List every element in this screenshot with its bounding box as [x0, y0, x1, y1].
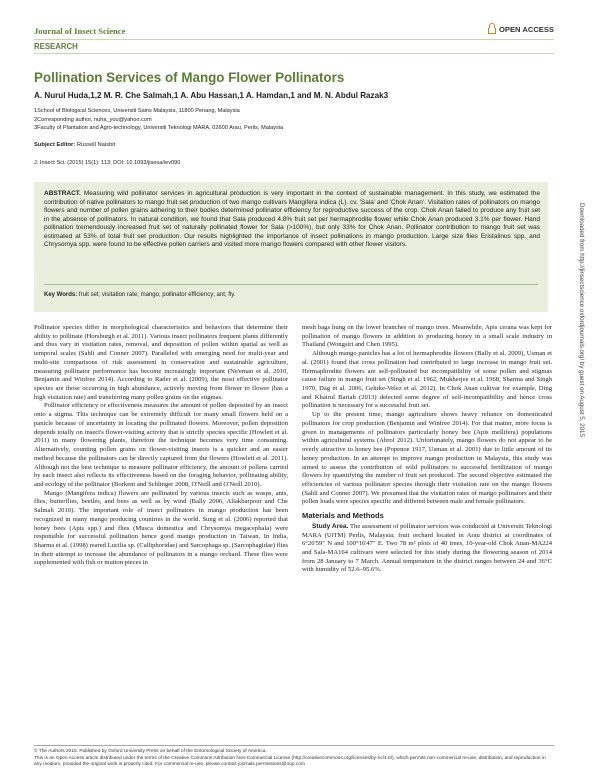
- header-divider: [34, 39, 554, 40]
- affiliation-2: 2Corresponding author, nuha_you@yahoo.com: [34, 116, 152, 123]
- left-column: [34, 324, 288, 568]
- subject-editor-name: Russell Naisbit: [76, 142, 116, 148]
- article-title: Pollination Services of Mango Flower Pollinators: [34, 70, 345, 85]
- affiliation-1: 1School of Biological Sciences, Universiti Sains Malaysia, 11800 Penang, Malaysia: [34, 108, 240, 114]
- open-access-label: OPEN ACCESS: [499, 25, 554, 34]
- keywords-divider: [44, 284, 538, 285]
- license-text: This is an Open Access article distributed under the terms of the Creative Commons Attribution Non-Commercial License (http://creativecommons.org/licenses/by-nc/4.0/), which permits non-commercial re-use, distribution, and reproduction in any medium, provided the original work is properly cited. For commercial re-use, please contact journals.permissions@oup.com: [34, 755, 546, 768]
- subject-editor-label: Subject Editor:: [34, 142, 76, 148]
- body-paragraph: Up to the present time, mango agriculture shows heavy reliance on domesticated pollinators for crop production (Benjamin and Winfree 2014). For that matter, more focus is given to managements of pollinators particularly honey bee (Apis mellifera) populations within agricultural systems (Abrol 2012). Unfortunately, mango flowers do not appear to be overly attractive to honey bee (Popenoe 1917, Usman et al. 2001) due to little amount of its honey production. In an attempt to improve mango production in Malaysia, this study was aimed to assess the contribution of wild pollinators to successful fertilization of mango flowers by quantifying the number of fruit set produced. The second objective estimated the efficiencies of various pollinator species through their visitation rate on the mango flowers (Sahli and Conner 2007). We presumed that the visitation rates of mango pollinators and their pollen loads were species specific and differed between male and female pollinators.: [302, 411, 552, 506]
- journal-name: Journal of Insect Science: [34, 26, 126, 36]
- open-access-badge: [488, 25, 554, 34]
- copyright-line: © The Authors 2015. Published by Oxford University Press on behalf of the Entomological Society of America.: [34, 749, 267, 754]
- methods-text: The assessment of pollinator services was conducted at Universiti Teknologi MARA (UiTM) Perlis, Malaysia; fruit orchard located in Arau district at coordinates of 6°26'59" N and 100°16'47" E. Two 78 m² plots of 40 trees, 10-year-old Chok Anan-MA224 and Sala-MA164 cultivars were selected for this study during the flowering season of 2014 from 28 January to 7 March. Annual temperature in the district ranges between 24 and 36°C with humidity of 52.6–95.6%.: [302, 522, 553, 574]
- citation: J. Insect Sci. (2015) 15(1): 113; DOI: 10.1093/jisesa/iev090: [34, 160, 181, 166]
- download-sidebar-link[interactable]: Downloaded from http://jinsectscience.oxfordjournals.org/ by guest on August 5, 2015: [578, 203, 585, 437]
- footer-divider: [34, 745, 554, 746]
- body-paragraph: Pollinator efficiency or effectiveness measures the amount of pollen deposited by an insect onto a stigma. This technique can be extremely difficult for many small flowers held on a panicle because of uncertainty in locating the pollinated flowers. Moreover, pollen deposition depends totally on insect's flower-visiting activity that is strictly species specific (Howlett et al. 2011) in many flowering plants, therefore the technique becomes very time consuming. Alternatively, counting pollen grains on flower-visiting insects is a quicker and an easier method because the pollinators can be directly captured from the flowers (Howlett et al. 2011). Although not the best technique to measure pollinator efficiency, the amount of pollens carried by each insect also reflects its effectiveness based on the foraging behavior, pollinating ability, and ecology of the pollinator (Borkent and Schlinger 2008, O'Neill and O'Neill 2010).: [34, 402, 288, 488]
- section-divider: [34, 53, 554, 54]
- methods-heading: Materials and Methods: [302, 511, 384, 521]
- affiliations: [34, 107, 283, 133]
- methods-paragraph: [302, 523, 552, 575]
- keywords-text: fruit set; visitation rate; mango; pollinator efficiency; ant; fly.: [78, 292, 236, 298]
- abstract-box: [34, 182, 548, 312]
- open-lock-icon: [488, 28, 496, 34]
- footer: [34, 749, 554, 769]
- body-paragraph: Mango (Mangifera indica) flowers are pollinated by various insects such as wasps, ants, flies, butterflies, beetles, and bees as well as by wind (Bally 2006, Aliakbarpour and Che Salmah 2010). The important role of insect pollinators in mango production has been recognized in many mango producing countries in the world. Sung et al. (2006) reported that honey bees (Apis spp.) and flies (Musca domestica and Chrysomya megacephala) were responsible for successful pollination hence good mango production in Taiwan. In India, Sharma et al. (1998) reared Lucilia sp. (Calliphoridae) and Sarcophaga sp. (Sarcophagidae) flies in their attempt to increase the abundance of pollinators in a mango orchard. These flies were supplemented with fish or mutton pieces in: [34, 489, 288, 567]
- body-paragraph: Although mango panicles has a lot of hermaphrodite flowers (Bally et al. 2009), Usman et al. (2001) found that cross pollination had contributed to large increase in mango fruit set. Hermaphrodite flowers are self-pollinated but incompatibility of some pollen and stigmas cause failure in mango fruit set (Singh et al. 1962, Mukherjee et al. 1968, Sharma and Singh 1970, Dag et al. 2006, Gehrke-Velez et al. 2012). In Chok Anan cultivar for example, Ding and Khairul Bariah (2013) detected some degree of self-incompatibility and hence cross pollination is necessary for a successful fruit set.: [302, 350, 552, 410]
- keywords: [44, 292, 235, 298]
- body-paragraph: Pollinator species differ in morphological characteristics and behaviors that determine their ability to pollinate (Horsburgh et al. 2011). Various insect pollinators frequent plants differently and thus vary in visitation rates, removal, and deposition of pollen within spatial as well as temporal scales (Sahli and Conner 2007). Paralleled with emerging need for multi-year and multi-site comparisons of risk assessment in conservation and sustainable agriculture, measuring pollinator performance has become increasingly important (Ne'eman et al. 2010, Benjamin and Winfree 2014). According to Rader et al. (2009), the most effective pollinator species are those occurring in high abundance, actively moving from flower to flower (has a high visitation rate) and transferring many pollen grains on the stigmas.: [34, 324, 288, 401]
- article-section-label: RESEARCH: [34, 42, 78, 51]
- abstract-text: Measuring wild pollinator services in agricultural production is very important in the context of sustainable management. In this study, we estimated the contribution of native pollinators to mango fruit set production of two mango cultivars Mangifera indica (L). cv. 'Sala' and 'Chok Anan'. Visitation rates of pollinators on mango flowers and number of pollen grains adhering to their bodies determined pollinator efficiency for reproductive success of the crop. Chok Anan failed to produce any fruit set in the absence of pollinators. In natural condition, we found that Sala produced 4.8% fruit set per hermaphrodite flower while Chok Anan produced 3.1% per flower. Hand pollination tremendously increased fruit set of naturally pollinated flower for Sala (>100%), but only 33% for Chok Anan. Pollinator contribution to mango fruit set was estimated at 53% of total fruit set production. Our results highlighted the importance of insect pollinations in mango production. Large size flies Eristalinus spp. and Chrysomya spp. were found to be effective pollen carriers and visited more mango flowers compared with other flower visitors.: [44, 190, 541, 248]
- subject-editor: [34, 142, 115, 148]
- author-list: A. Nurul Huda,1,2 M. R. Che Salmah,1 A. Abu Hassan,1 A. Hamdan,1 and M. N. Abdul Razak3: [34, 91, 389, 100]
- keywords-label: Key Words:: [44, 292, 78, 298]
- affiliation-3: 3Faculty of Plantation and Agro-technology, Universiti Teknologi MARA, 02600 Arau, Perlis, Malaysia: [34, 125, 284, 132]
- right-column: [302, 324, 552, 575]
- body-paragraph: mesh bags hung on the lower branches of mango trees. Meanwhile, Apis cerana was kept for pollination of mango flowers in addition to producing honey in a small scale industry in Thailand (Wongsiri and Chen 1995).: [302, 324, 552, 349]
- abstract-label: ABSTRACT.: [44, 190, 81, 197]
- abstract: [44, 190, 540, 250]
- study-area-subheading: Study Area.: [312, 522, 349, 530]
